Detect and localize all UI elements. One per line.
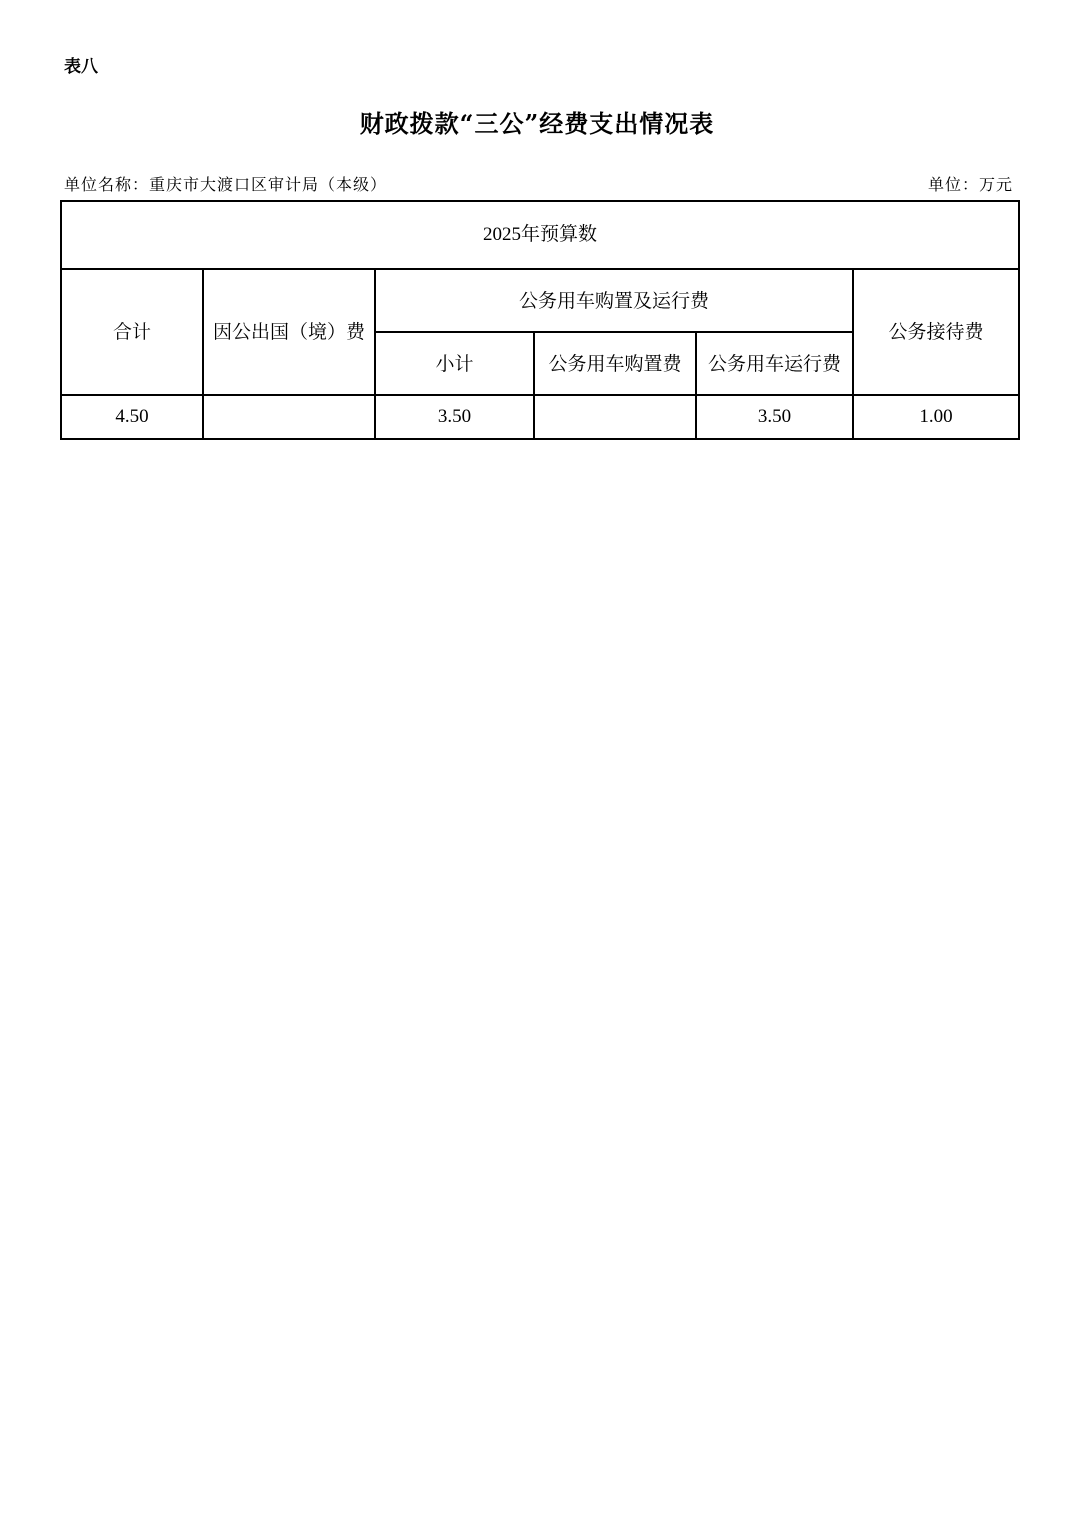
- cell-total: 4.50: [61, 395, 203, 439]
- header-reception: 公务接待费: [853, 269, 1019, 395]
- cell-vehicle-operation: 3.50: [696, 395, 853, 439]
- budget-table: [60, 200, 1020, 440]
- cell-subtotal: 3.50: [375, 395, 534, 439]
- header-vehicle-group: 公务用车购置及运行费: [375, 269, 853, 332]
- header-vehicle-purchase: 公务用车购置费: [534, 332, 696, 395]
- header-overseas: 因公出国（境）费: [203, 269, 375, 395]
- cell-overseas: [203, 395, 375, 439]
- table-number: 表八: [64, 57, 98, 77]
- header-subtotal: 小计: [375, 332, 534, 395]
- unit-of-measure: 单位：万元: [927, 175, 1013, 194]
- page-title: 财政拨款“三公”经费支出情况表: [359, 109, 715, 138]
- header-vehicle-operation: 公务用车运行费: [696, 332, 853, 395]
- header-total: 合计: [61, 269, 203, 395]
- cell-reception: 1.00: [853, 395, 1019, 439]
- year-header: 2025年预算数: [61, 201, 1019, 269]
- unit-name: 单位名称：重庆市大渡口区审计局（本级）: [64, 175, 388, 194]
- header-row-1: [61, 269, 1019, 332]
- year-header-row: [61, 201, 1019, 269]
- cell-vehicle-purchase: [534, 395, 696, 439]
- table-row: [61, 395, 1019, 439]
